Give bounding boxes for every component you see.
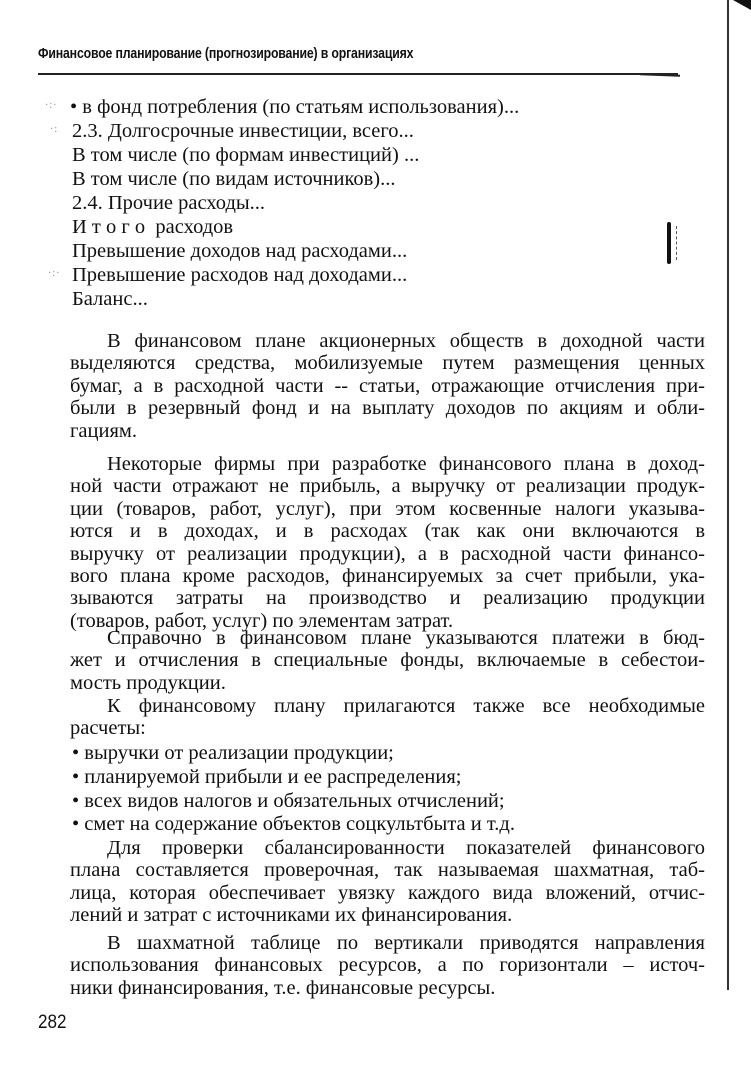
paragraph-line: бумаг, а в расходной части -- статьи, отражающие отчисления при-	[70, 374, 705, 397]
header-rule-end	[640, 73, 680, 76]
scan-noise: ·:·	[45, 100, 58, 111]
paragraph-line: Для проверки сбалансированности показателей финансового	[107, 837, 705, 859]
list-item: • в фонд потребления (по статьям использования)...	[70, 96, 520, 118]
scan-artifact-mark	[667, 222, 671, 264]
list-item: Превышение доходов над расходами...	[72, 240, 408, 262]
list-item: В том числе (по формам инвестиций) ...	[72, 144, 420, 166]
paragraph	[70, 837, 705, 927]
scan-noise: ·:	[50, 124, 59, 135]
paragraph	[70, 627, 705, 694]
paragraph-line: использования финансовых ресурсов, а по горизонтали – источ-	[70, 954, 705, 977]
header-rule	[38, 73, 678, 75]
list-item: 2.4. Прочие расходы...	[72, 192, 266, 214]
running-header: Финансовое планирование (прогнозирование) в организациях	[38, 45, 414, 62]
paragraph	[70, 932, 705, 999]
paragraph-line: ники финансирования, т.е. финансовые ресурсы.	[70, 976, 496, 999]
paragraph	[70, 330, 705, 442]
list-item: В том числе (по видам источников)...	[72, 168, 396, 190]
paragraph-line: ции (товаров, работ, услуг), при этом косвенные налоги указыва-	[70, 497, 705, 520]
paragraph-line: выделяются средства, мобилизуемые путем размещения ценных	[70, 352, 705, 375]
calculations-list	[70, 742, 705, 837]
paragraph-line: лица, которая обеспечивает увязку каждого вида вложений, отчис-	[70, 881, 705, 904]
bullet-item: • выручки от реализации продукции;	[72, 742, 394, 764]
paragraph-line: Справочно в финансовом плане указываются платежи в бюд-	[107, 627, 705, 649]
list-item: И т о г о расходов	[72, 216, 234, 238]
paragraph-line: ются и в доходах, и в расходах (так как они включаются в	[70, 520, 705, 543]
paragraph-line: К финансовому плану прилагаются также все необходимые	[107, 695, 705, 717]
list-item: Превышение расходов над доходами...	[72, 264, 408, 286]
list-item: 2.3. Долгосрочные инвестиции, всего...	[72, 120, 414, 142]
bullet-item: • планируемой прибыли и ее распределения;	[72, 765, 462, 788]
page-edge-line	[727, 0, 729, 990]
paragraph-line: ной части отражают не прибыль, а выручку от реализации продук-	[70, 475, 705, 498]
bullet-item: • смет на содержание объектов соцкультбыта и т.д.	[72, 813, 515, 836]
paragraph-line: лений и затрат с источниками их финансирования.	[70, 904, 513, 927]
list-item: Баланс...	[72, 288, 148, 310]
paragraph-line: мость продукции.	[70, 671, 226, 694]
paragraph-line: Некоторые фирмы при разработке финансового плана в доход-	[107, 453, 705, 475]
paragraph-line: вого плана кроме расходов, финансируемых за счет прибыли, ука-	[70, 564, 705, 587]
paragraph-line: расчеты:	[70, 717, 146, 740]
bullet-item: • всех видов налогов и обязательных отчислений;	[72, 789, 505, 812]
paragraph-line: зываются затраты на производство и реализацию продукции	[70, 587, 705, 610]
scan-noise: ·:·	[48, 268, 61, 279]
paragraph	[70, 695, 705, 740]
paragraph-line: плана составляется проверочная, так называемая шахматная, таб-	[70, 859, 705, 882]
expense-items-list	[72, 95, 519, 311]
scan-artifact-dashes	[676, 226, 678, 260]
paragraph-line: В финансовом плане акционерных обществ в доходной части	[107, 330, 705, 352]
scan-artifact-corner	[733, 0, 751, 10]
paragraph-line: выручку от реализации продукции), а в расходной части финансо-	[70, 542, 705, 565]
paragraph-line: гациям.	[70, 419, 137, 442]
paragraph-line: жет и отчисления в специальные фонды, включаемые в себестои-	[70, 649, 705, 672]
page-number: 282	[38, 1012, 67, 1033]
paragraph-line: (товаров, работ, услуг) по элементам затрат.	[70, 609, 454, 632]
paragraph-line: были в резервный фонд и на выплату доходов по акциям и обли-	[70, 397, 705, 420]
paragraph	[70, 453, 705, 632]
paragraph-line: В шахматной таблице по вертикали приводятся направления	[107, 932, 705, 954]
